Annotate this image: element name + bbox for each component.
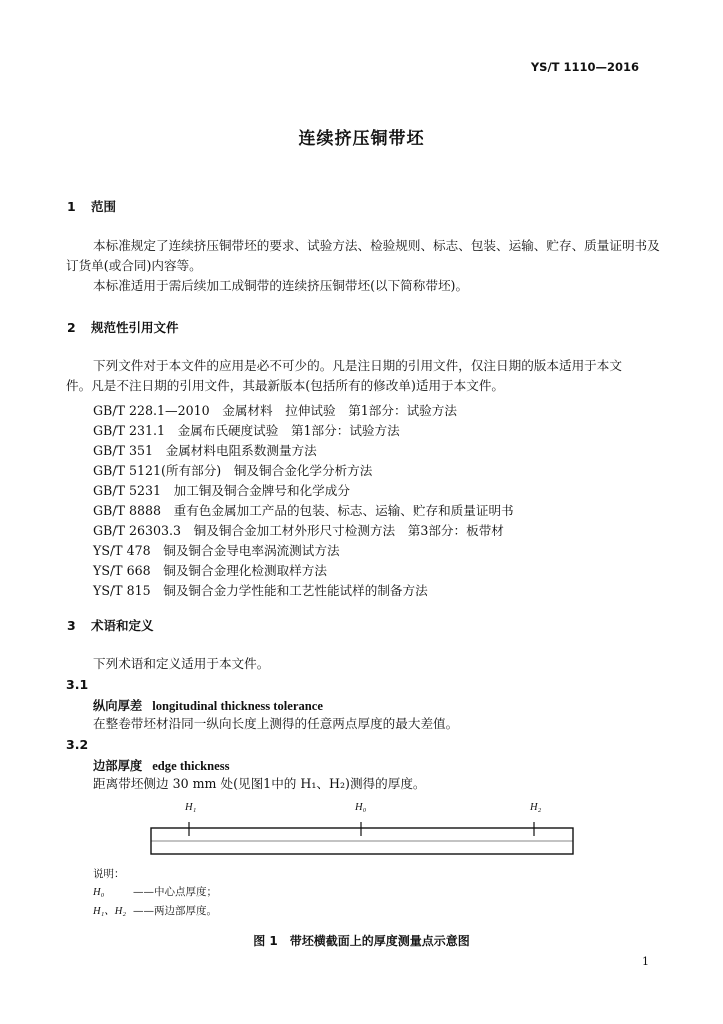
reference-title: 金属材料 拉伸试验 第1部分：试验方法 — [222, 403, 457, 418]
reference-item — [93, 400, 457, 419]
references-intro-line1: 下列文件对于本文件的应用是必不可少的。凡是注日期的引用文件，仅注日期的版本适用于本文 — [93, 358, 622, 373]
term-zh: 纵向厚差 — [93, 699, 143, 713]
reference-title: 铜及铜合金化学分析方法 — [233, 463, 373, 478]
legend-text: ——两边部厚度。 — [133, 905, 217, 917]
scope-paragraph-2: 本标准适用于需后续加工成铜带的连续挤压铜带坯(以下简称带坯)。 — [93, 278, 469, 293]
legend-symbol: H₁、H₂ — [93, 906, 126, 917]
term-en: longitudinal thickness tolerance — [152, 699, 323, 713]
strip-cross-section-diagram — [150, 820, 575, 856]
section-number: 2 — [67, 320, 76, 335]
term-zh: 边部厚度 — [93, 759, 143, 773]
legend-text: ——中心点厚度； — [133, 886, 217, 898]
reference-code: GB/T 8888 — [93, 503, 162, 518]
page-number: 1 — [642, 955, 649, 968]
references-intro-line2: 件。凡是不注日期的引用文件，其最新版本(包括所有的修改单)适用于本文件。 — [66, 378, 505, 393]
reference-item — [93, 460, 372, 479]
section-title: 范围 — [91, 199, 117, 214]
reference-title: 金属材料电阻系数测量方法 — [165, 443, 317, 458]
scope-paragraph-line2: 订货单(或合同)内容等。 — [66, 258, 202, 273]
section-3-heading — [67, 616, 154, 634]
reference-code: YS/T 668 — [93, 563, 151, 578]
section-number: 3 — [67, 618, 76, 633]
figure-legend-item — [93, 903, 217, 918]
reference-code: GB/T 231.1 — [93, 423, 166, 438]
section-number: 1 — [67, 199, 76, 214]
reference-code: GB/T 5231 — [93, 483, 162, 498]
reference-item — [93, 420, 400, 439]
reference-code: YS/T 478 — [93, 543, 151, 558]
reference-item — [93, 500, 514, 519]
figure-legend-item — [93, 884, 217, 899]
clause-number: 3.1 — [66, 677, 89, 692]
term-en: edge thickness — [152, 759, 230, 773]
reference-code: YS/T 815 — [93, 583, 151, 598]
section-2-heading — [67, 318, 179, 336]
section-title: 术语和定义 — [91, 618, 154, 633]
reference-title: 铜及铜合金理化检测取样方法 — [163, 563, 327, 578]
figure-label-h0: H₀ — [355, 802, 367, 813]
figure-legend-title: 说明： — [93, 868, 125, 880]
term-heading — [93, 756, 230, 774]
reference-title: 加工铜及铜合金牌号和化学成分 — [173, 483, 350, 498]
scope-paragraph-line1: 本标准规定了连续挤压铜带坯的要求、试验方法、检验规则、标志、包装、运输、贮存、质量证明书及 — [93, 238, 660, 253]
reference-title: 重有色金属加工产品的包装、标志、运输、贮存和质量证明书 — [173, 503, 514, 518]
reference-item — [93, 540, 340, 559]
reference-title: 铜及铜合金力学性能和工艺性能试样的制备方法 — [163, 583, 428, 598]
reference-title: 铜及铜合金导电率涡流测试方法 — [163, 543, 340, 558]
reference-item — [93, 440, 317, 459]
reference-code: GB/T 26303.3 — [93, 523, 182, 538]
reference-code: GB/T 5121(所有部分) — [93, 463, 222, 478]
standard-number: YS/T 1110—2016 — [530, 60, 639, 74]
legend-symbol: H₀ — [93, 887, 105, 898]
figure-caption: 图 1 带坯横截面上的厚度测量点示意图 — [253, 934, 470, 948]
term-heading — [93, 696, 323, 714]
term-definition: 在整卷带坯材沿同一纵向长度上测得的任意两点厚度的最大差值。 — [93, 716, 459, 731]
section-1-heading — [67, 197, 116, 215]
reference-item — [93, 580, 428, 599]
reference-title: 金属布氏硬度试验 第1部分：试验方法 — [177, 423, 400, 438]
document-title: 连续挤压铜带坯 — [298, 129, 425, 149]
reference-item — [93, 560, 327, 579]
terms-intro: 下列术语和定义适用于本文件。 — [93, 656, 270, 671]
reference-item — [93, 520, 504, 539]
reference-title: 铜及铜合金加工材外形尺寸检测方法 第3部分：板带材 — [193, 523, 504, 538]
clause-number: 3.2 — [66, 737, 89, 752]
figure-label-h1: H₁ — [185, 802, 197, 813]
section-title: 规范性引用文件 — [91, 320, 179, 335]
reference-code: GB/T 228.1—2010 — [93, 403, 210, 418]
figure-label-h2: H₂ — [530, 802, 542, 813]
term-definition: 距离带坯侧边 30 mm 处(见图1中的 H₁、H₂)测得的厚度。 — [93, 776, 426, 791]
reference-item — [93, 480, 350, 499]
reference-code: GB/T 351 — [93, 443, 153, 458]
